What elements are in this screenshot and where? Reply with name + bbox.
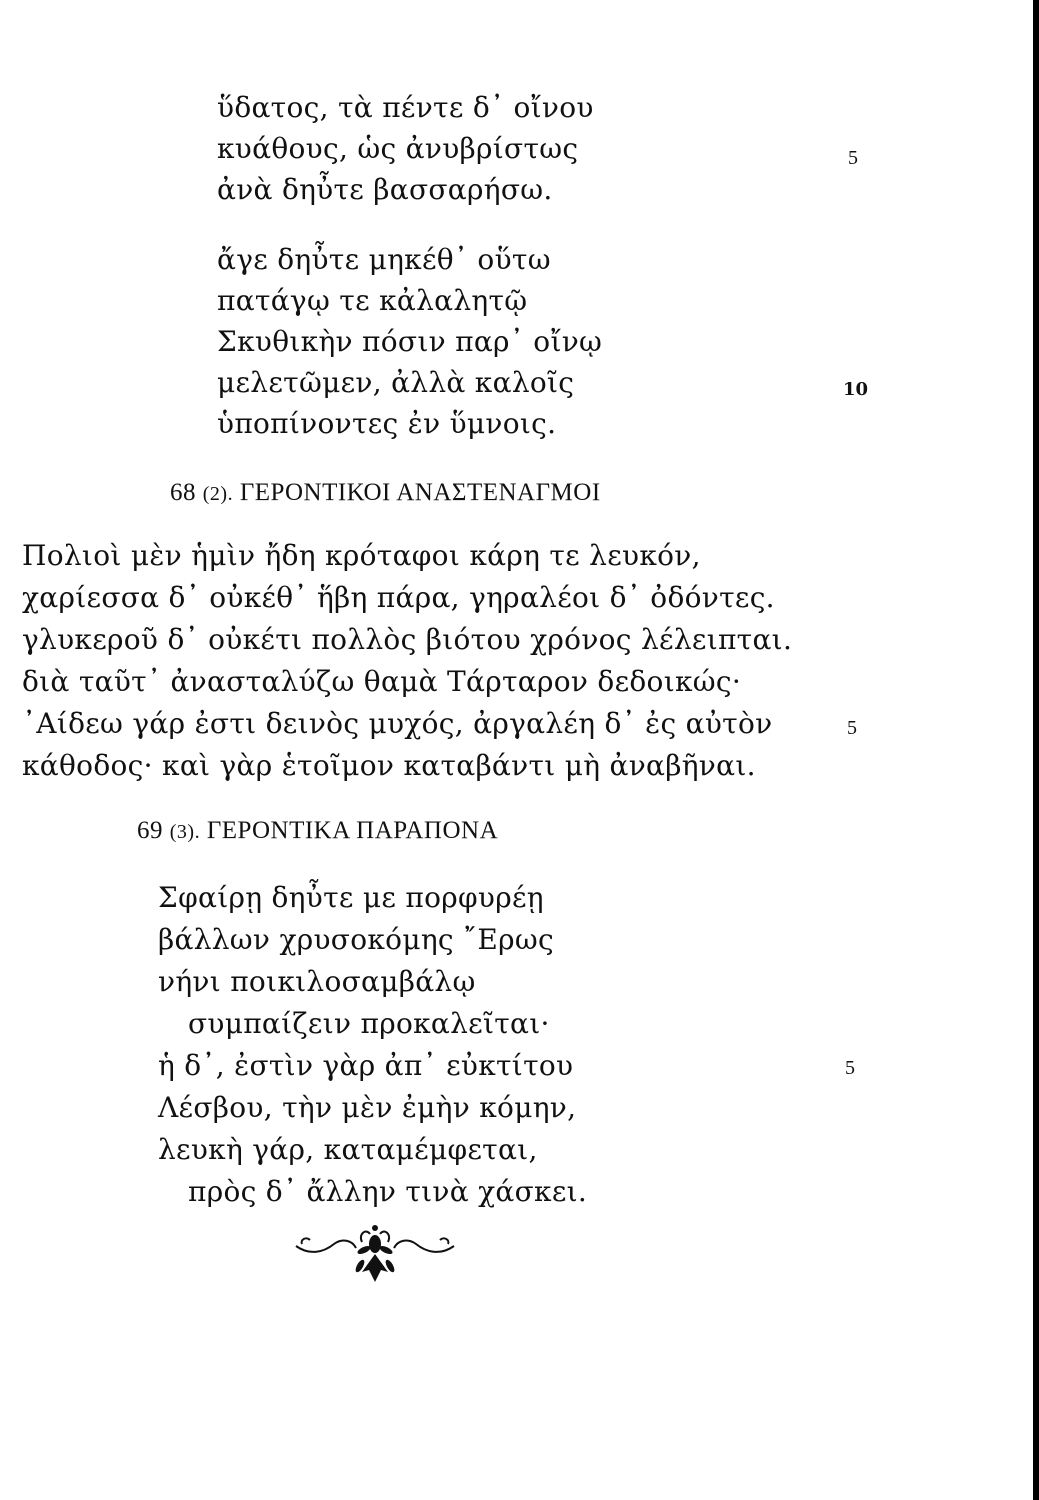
poem-line: γλυκεροῦ δ᾽ οὐκέτι πολλὸς βιότου χρόνος λέλειπται. (22, 623, 793, 656)
poem-line: Πολιοὶ μὲν ἡμὶν ἤδη κρόταφοι κάρη τε λευκόν, (22, 539, 701, 572)
poem-line: συμπαίζειν προκαλεῖται· (188, 1007, 550, 1040)
poem-number: 68 (170, 479, 196, 506)
poem-title: ΓΕΡΟΝΤΙΚΟΙ ΑΝΑΣΤΕΝΑΓΜΟΙ (239, 479, 601, 506)
floral-vignette-icon (290, 1222, 460, 1286)
line-number: 5 (848, 147, 858, 169)
poem-line: ἀνὰ δηὖτε βασσαρήσω. (217, 173, 553, 206)
poem-line: πρὸς δ᾽ ἄλλην τινὰ χάσκει. (188, 1175, 588, 1208)
poem-line: διὰ ταῦτ᾽ ἀνασταλύζω θαμὰ Τάρταρον δεδοικώς· (22, 665, 742, 698)
line-number: 10 (843, 379, 869, 400)
line-number: 5 (845, 1057, 855, 1079)
poem-line: ὕδατος, τὰ πέντε δ᾽ οἴνου (217, 91, 594, 124)
poem-line: ἄγε δηὖτε μηκέθ᾽ οὕτω (217, 243, 551, 276)
poem-line: ὑποπίνοντες ἐν ὕμνοις. (217, 407, 557, 440)
poem-line: μελετῶμεν, ἀλλὰ καλοῖς (217, 366, 575, 399)
poem-line: Λέσβου, τὴν μὲν ἐμὴν κόμην, (158, 1091, 577, 1124)
poem-reference: (2). (202, 483, 234, 505)
poem-heading (170, 478, 601, 509)
poem-line: πατάγῳ τε κἀλαλητῷ (217, 284, 528, 317)
poem-reference: (3). (169, 821, 201, 843)
poem-line: κυάθους, ὡς ἀνυβρίστως (217, 132, 579, 165)
poem-line: χαρίεσσα δ᾽ οὐκέθ᾽ ἥβη πάρα, γηραλέοι δ᾽ ὀδόντες. (22, 581, 775, 614)
poem-line: ἡ δ᾽, ἐστὶν γὰρ ἀπ᾽ εὐκτίτου (158, 1049, 574, 1082)
page-edge (1033, 0, 1039, 1500)
poem-line: λευκὴ γάρ, καταμέμφεται, (158, 1133, 538, 1166)
poem-line: Σφαίρῃ δηὖτε με πορφυρέῃ (158, 881, 544, 914)
poem-line: βάλλων χρυσοκόμης ῎Ερως (158, 923, 554, 956)
poem-line: ᾿Αίδεω γάρ ἐστι δεινὸς μυχός, ἀργαλέη δ᾽ ἐς αὐτὸν (22, 707, 773, 740)
poem-line: Σκυθικὴν πόσιν παρ᾽ οἴνῳ (217, 325, 603, 358)
poem-line: νήνι ποικιλοσαμβάλῳ (158, 965, 476, 998)
poem-title: ΓΕΡΟΝΤΙΚΑ ΠΑΡΑΠΟΝΑ (206, 817, 499, 844)
poem-number: 69 (137, 817, 163, 844)
poem-heading (137, 816, 498, 847)
line-number: 5 (847, 717, 857, 739)
poem-line: κάθοδος· καὶ γὰρ ἑτοῖμον καταβάντι μὴ ἀναβῆναι. (22, 749, 756, 782)
